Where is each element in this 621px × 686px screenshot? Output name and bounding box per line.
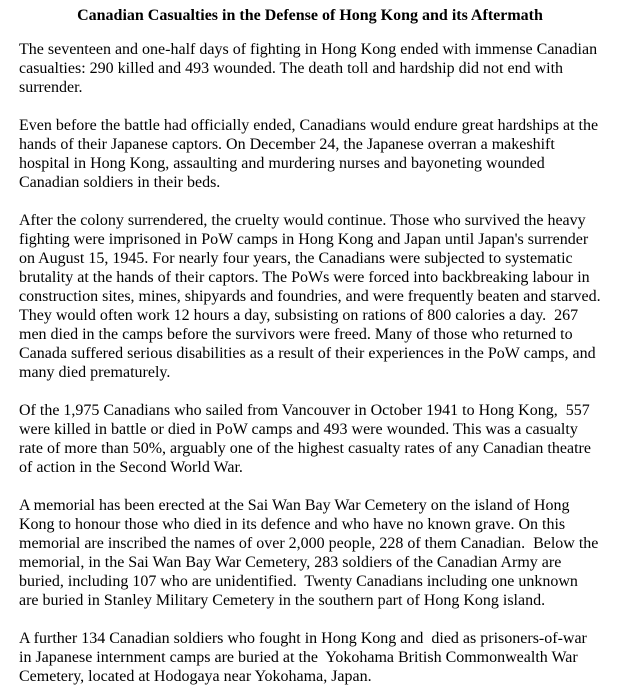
paragraph-pow-camps: After the colony surrendered, the cruelty would continue. Those who survived the heavy fighting were imprisoned in PoW camps in Hong Kong and Japan until Japan's surrender on August 15, 1945. For nearly four years, the Canadians were subjected to systematic brutality at the hands of their captors. The PoWs were forced into backbreaking labour in construction sites, mines, shipyards and foundries, and were frequently beaten and starved. They would often work 12 hours a day, subsisting on rations of 800 calories a day. 267 men died in the camps before the survivors were freed. Many of those who returned to Canada suffered serious disabilities as a result of their experiences in the PoW camps, and many died prematurely. [19, 212, 609, 381]
paragraph-sai-wan-memorial: A memorial has been erected at the Sai Wan Bay War Cemetery on the island of Hong Kong to honour those who died in its defence and who have no known grave. On this memorial are inscribed the names of over 2,000 people, 228 of them Canadian. Below the memorial, in the Sai Wan Bay War Cemetery, 283 soldiers of the Canadian Army are buried, including 107 who are unidentified. Twenty Canadians including one unknown are buried in Stanley Military Cemetery in the southern part of Hong Kong island. [19, 497, 603, 609]
paragraph-hospital-atrocity: Even before the battle had officially ended, Canadians would endure great hardships at the hands of their Japanese captors. On December 24, the Japanese overran a makeshift hospital in Hong Kong, assaulting and murdering nurses and bayoneting wounded Canadian soldiers in their beds. [19, 117, 603, 191]
page-title: Canadian Casualties in the Defense of Hong Kong and its Aftermath [77, 7, 543, 24]
paragraph-casualty-rate: Of the 1,975 Canadians who sailed from Vancouver in October 1941 to Hong Kong, 557 were killed in battle or died in PoW camps and 493 were wounded. This was a casualty rate of more than 50%, arguably one of the highest casualty rates of any Canadian theatre of action in the Second World War. [19, 402, 595, 476]
paragraph-casualties-summary: The seventeen and one-half days of fighting in Hong Kong ended with immense Canadian casualties: 290 killed and 493 wounded. The death toll and hardship did not end with surrender. [19, 41, 602, 96]
paragraph-yokohama-cemetery: A further 134 Canadian soldiers who fought in Hong Kong and died as prisoners-of-war in Japanese internment camps are buried at the Yokohama British Commonwealth War Cemetery, located at Hodogaya near Yokohama, Japan. [19, 630, 591, 685]
